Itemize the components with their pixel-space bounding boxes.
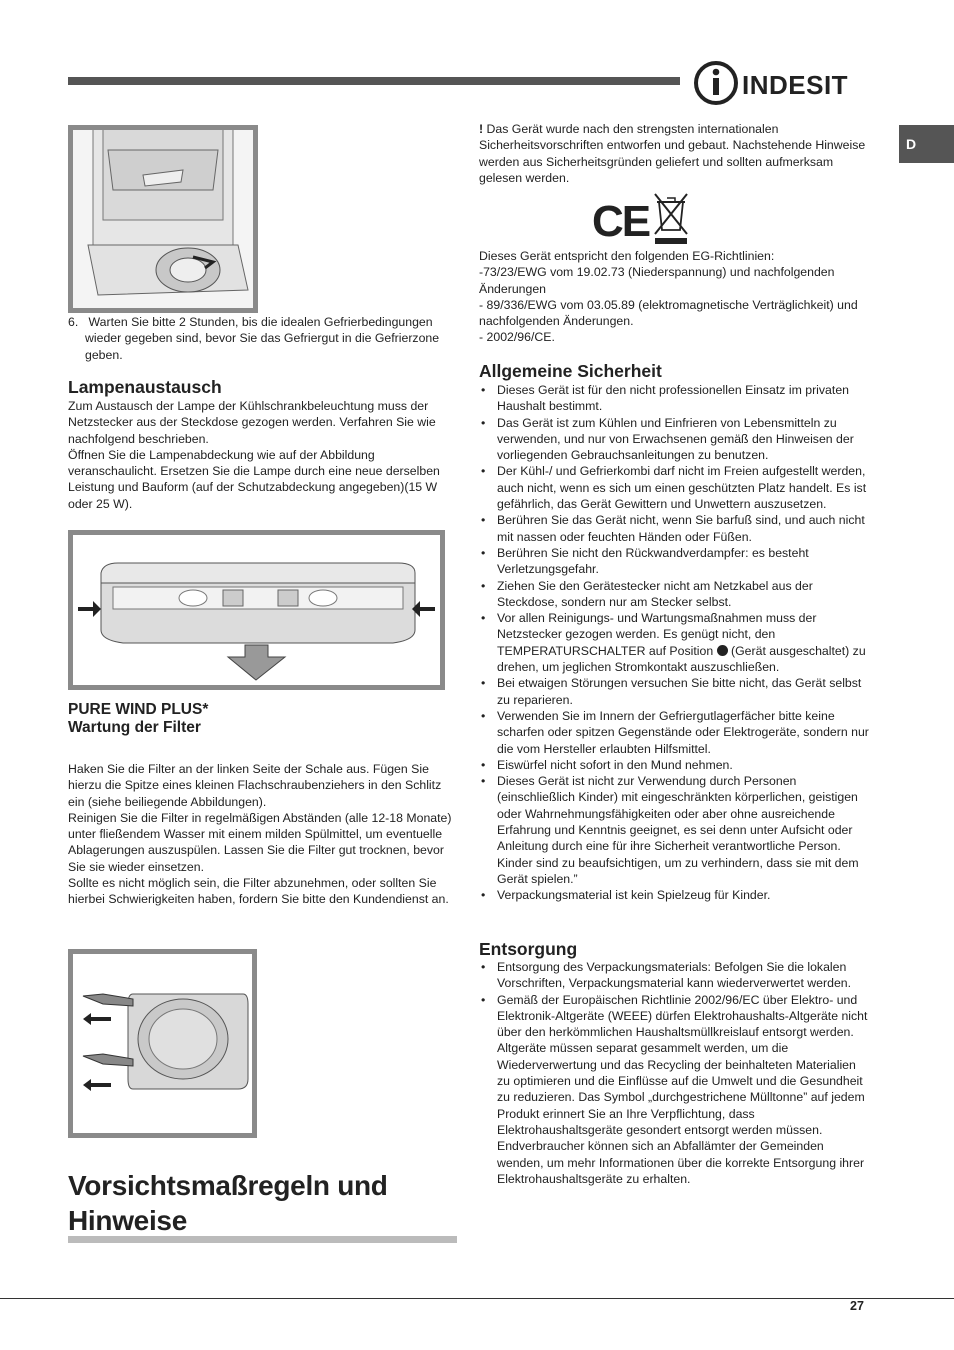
list-item-extra: Endverbraucher können sich an Abfallämter der Gemeinden wenden, um mehr Informationen über die korrekte Entsorgung ihrer Elektrohaushaltsgeräte zu erhalten. [497,1139,865,1186]
intro-text: Das Gerät wurde nach den strengsten internationalen Sicherheitsvorschriften entworfen und gebaut. Nachstehende Hinweise werden aus Sicherheitsgründen geliefert und sollten aufmerksam gelesen werden. [479,122,866,185]
eg-line-1: Dieses Gerät entspricht den folgenden EG-Richtlinien: [479,249,775,263]
disposal-heading: Entsorgung [479,939,578,959]
ce-mark: CE [592,197,650,246]
list-item [479,610,871,675]
lamp-cover-illustration [73,535,440,685]
safety-list [479,382,871,904]
list-item: • Dieses Gerät ist für den nicht professionellen Einsatz im privaten Haushalt bestimmt. [479,382,871,415]
list-item: • Ziehen Sie den Gerätestecker nicht am Netzkabel aus der Steckdose, sondern nur am Stecker selbst. [479,578,871,611]
warning-mark: ! [479,122,484,136]
step-6-text: Warten Sie bitte 2 Stunden, bis die idealen Gefrierbedingungen wieder gegeben sind, bevor Sie das Gefriergut in die Gefrierzone geben. [85,315,440,362]
list-item-text-b: (Gerät ausgeschaltet) zu drehen, um jeglichen Stromkontakt auszuschließen. [497,643,866,675]
step-list [68,314,456,363]
lamp-paragraph-1: Zum Austausch der Lampe der Kühlschrankbeleuchtung muss der Netzstecker aus der Steckdose gezogen werden. Verfahren Sie wie nachfolgend beschrieben. [68,399,436,446]
filter-figure [68,949,257,1138]
list-item: • Das Gerät ist zum Kühlen und Einfrieren von Lebensmitteln zu verwenden, und nur von Erwachsenen gemäß den Hinweisen der vorliegenden Gebrauchsanleitungen zu benutzen. [479,415,871,464]
page-number: 27 [850,1299,864,1313]
list-item-text: Gemäß der Europäischen Richtlinie 2002/96/EC über Elektro- und Elektronik-Altgeräte (WEEE) dürfen Elektrohaushalts-Altgeräte nicht über den herkömmlichen Haushaltsmüllkreislauf entsorgt werden. Altgeräte müssen separat gesammelt werden, um die Wiederverwertung und das Recycling der beinhalteten Materialien zu optimieren und die Einflüsse auf die Umwelt und die Gesundheit zu reduzieren. Das Symbol „durchgestrichene Mülltonne” auf jedem Produkt erinnert Sie an Ihre Verpflichtung, dass Elektrohaushaltsgeräte gesondert entsorgt werden müssen. [497,992,868,1137]
intro-paragraph [479,121,871,186]
step-6 [68,314,456,363]
list-item-text-a: Vor allen Reinigungs- und Wartungsmaßnahmen muss der Netzstecker gezogen werden. Es genügt nicht, den TEMPERATURSCHALTER auf Position [497,611,817,658]
purewind-heading-block [68,701,456,737]
list-item: • Berühren Sie nicht den Rückwandverdampfer: es besteht Verletzungsgefahr. [479,545,871,578]
freezer-drain-figure [68,125,258,313]
main-title-line-2: Hinweise [68,1205,187,1236]
list-item: • Dieses Gerät ist nicht zur Verwendung durch Personen (einschließlich Kinder) mit eingeschränkten körperlichen, geistigen oder Wahrnehmungsfähigkeiten oder aber ohne ausreichende Erfahrung und Kenntnis geeignet, es sei denn unter Aufsicht oder Anleitung durch eine für ihre Sicherheit verantwortliche Person. Kinder sind zu beaufsichtigen, um zu verhindern, dass sie mit dem Gerät spielen.” [479,773,871,887]
compliance-marks [592,190,692,246]
eg-line-4: - 2002/96/CE. [479,330,555,345]
list-item: • Eiswürfel nicht sofort in den Mund nehmen. [479,757,871,773]
eg-line-3: - 89/336/EWG vom 03.05.89 (elektromagnetische Verträglichkeit) und nachfolgenden Änderungen. [479,297,858,329]
list-item: • Berühren Sie das Gerät nicht, wenn Sie barfuß sind, und auch nicht mit nassen oder feuchten Händen oder Füßen. [479,512,871,545]
list-item [479,992,871,1188]
weee-bin-icon [655,194,687,244]
ce-weee-symbols [592,190,692,246]
filter-subheading: Wartung der Filter [68,719,201,736]
list-item: • Entsorgung des Verpackungsmaterials: Befolgen Sie die lokalen Vorschriften, Verpackungsmaterial kann wiederverwertet werden. [479,959,871,992]
list-item: • Verpackungsmaterial ist kein Spielzeug für Kinder. [479,887,871,903]
freezer-drain-illustration [73,130,253,308]
language-tab: D [899,125,954,163]
safety-heading: Allgemeine Sicherheit [479,361,662,381]
lamp-heading: Lampenaustausch [68,377,222,397]
purewind-paragraph-3: Sollte es nicht möglich sein, die Filter abzunehmen, oder sollten Sie hierbei Schwierigkeiten haben, fordern Sie bitte den Kundendienst an. [68,876,449,907]
indesit-logo [692,60,872,106]
list-item: • Bei etwaigen Störungen versuchen Sie bitte nicht, das Gerät selbst zu reparieren. [479,675,871,708]
eg-line-2: -73/23/EWG vom 19.02.73 (Niederspannung) und nachfolgenden Änderungen [479,265,835,296]
lamp-paragraph-2: Öffnen Sie die Lampenabdeckung wie auf der Abbildung veranschaulicht. Ersetzen Sie die Lampe durch eine neue derselben Leistung und Bauform (auf der Schutzabdeckung angegeben)(15 W oder 25 W). [68,447,440,511]
purewind-heading: PURE WIND PLUS* [68,701,209,718]
main-title-line-1: Vorsichtsmaßregeln und [68,1170,388,1201]
header-rule [68,77,680,85]
footer-rule [0,1298,954,1299]
step-6-number: 6. [68,315,79,329]
title-underline [68,1236,457,1243]
main-title [68,1168,458,1238]
brand-logo-graphic [692,60,872,106]
eg-directives [479,248,871,346]
disposal-list [479,959,871,1187]
filter-illustration [73,954,252,1133]
list-item: • Der Kühl-/ und Gefrierkombi darf nicht im Freien aufgestellt werden, auch nicht, wenn es sich um einen geschützten Platz handelt. Es ist gefährlich, das Gerät Gewittern und Unwettern auszusetzen. [479,463,871,512]
off-position-icon [717,645,728,656]
purewind-paragraph-2: Reinigen Sie die Filter in regelmäßigen Abständen (alle 12-18 Monate) unter fließendem Wasser mit einem milden Spülmittel, um eventuelle Ablagerungen auszuspülen. Lassen Sie die Filter gut trocknen, bevor Sie sie wieder einsetzen. [68,810,452,874]
brand-text: INDESIT [742,70,849,100]
list-item: • Verwenden Sie im Innern der Gefriergutlagerfächer bitte keine scharfen oder spitzen Gegenstände oder Elektrogeräte, sondern nur die vom Hersteller erlaubten Hilfsmittel. [479,708,871,757]
lamp-section [68,398,456,512]
purewind-paragraph-1: Haken Sie die Filter an der linken Seite der Schale aus. Fügen Sie hierzu die Spitze eines kleinen Flachschraubenziehers in den Schlitz ein (siehe beiliegende Abbildungen). [68,762,442,809]
purewind-section [68,761,456,908]
lamp-cover-figure [68,530,445,690]
